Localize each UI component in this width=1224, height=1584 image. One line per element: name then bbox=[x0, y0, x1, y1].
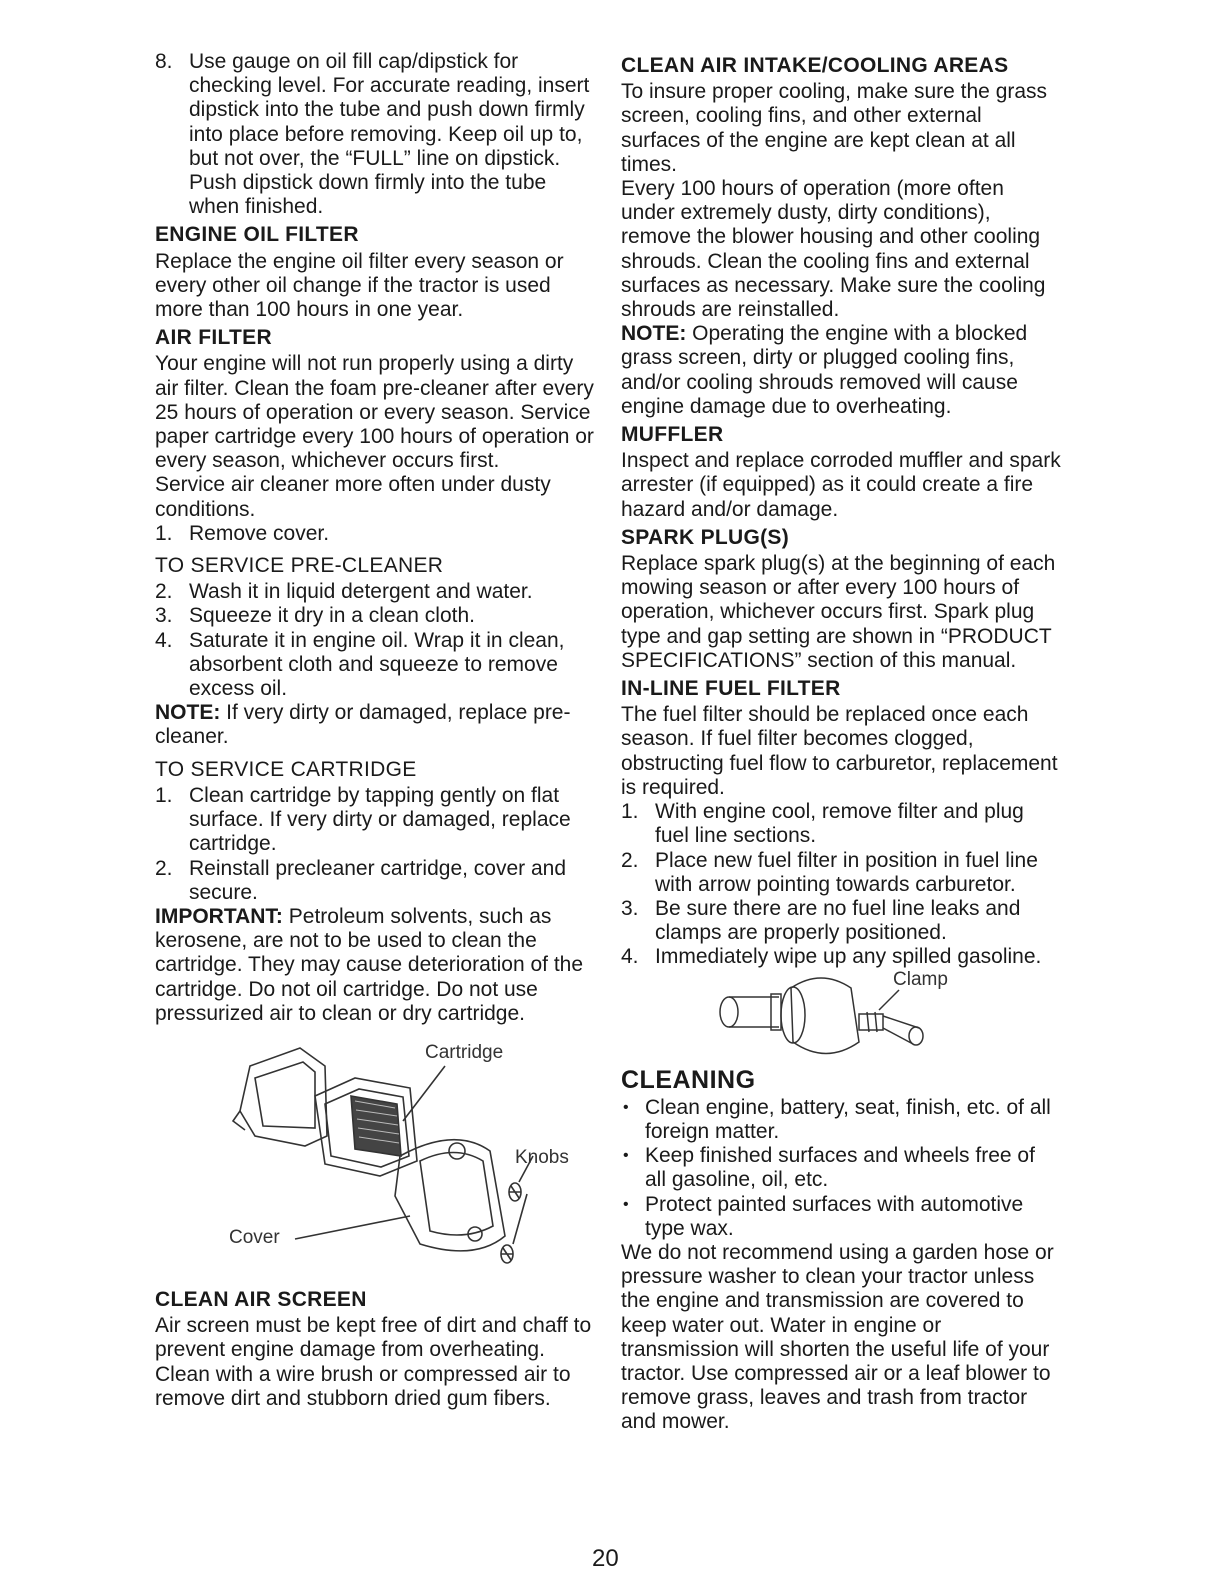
fuel-filter-step: 3. Be sure there are no fuel line leaks and clamps are properly positioned. bbox=[621, 896, 1021, 945]
pre-cleaner-step: 2. Wash it in liquid detergent and water. bbox=[155, 580, 533, 604]
oil-check-step-8: 8. Use gauge on oil fill cap/dipstick for checking level. For accurate reading, insert dipstick into the tube and push down firmly into place before removing. Keep oil up to, but not over, the “FULL” line on dipstick. Push dipstick down firmly into the tube when finished. bbox=[155, 50, 590, 219]
cleaning-heading: CLEANING bbox=[621, 1065, 756, 1094]
pre-cleaner-step: 3. Squeeze it dry in a clean cloth. bbox=[155, 604, 476, 628]
fuel-filter-heading: IN-LINE FUEL FILTER bbox=[621, 677, 841, 701]
cleaning-text: We do not recommend using a garden hose or pressure washer to clean your tractor unless the engine and transmission are covered to keep water out. Water in engine or transmission will shorten the useful life of your tractor. Use compressed air or a leaf blower to remove grass, leaves and trash from tractor and mower. bbox=[621, 1240, 1054, 1434]
cleaning-bullet: • Protect painted surfaces with automotive type wax. bbox=[623, 1192, 1024, 1240]
cartridge-step: 2. Reinstall precleaner cartridge, cover and secure. bbox=[155, 856, 567, 904]
knobs-callout: Knobs bbox=[515, 1146, 569, 1168]
fuel-filter-step: 4. Immediately wipe up any spilled gasoline. bbox=[621, 945, 1042, 969]
spark-plug-heading: SPARK PLUG(S) bbox=[621, 525, 790, 549]
pre-cleaner-step: 4. Saturate it in engine oil. Wrap it in clean, absorbent cloth and squeeze to remove excess oil. bbox=[155, 628, 565, 701]
air-filter-dusty-text: Service air cleaner more often under dusty conditions. bbox=[155, 473, 551, 521]
right-column bbox=[621, 50, 1061, 1435]
spark-plug-text: Replace spark plug(s) at the beginning of each mowing season or after every 100 hours of operation, whichever occurs first. Spark plug type and gap setting are shown in “PRODUCT SPECIFICATIONS” section of this manual. bbox=[621, 552, 1056, 672]
cover-callout: Cover bbox=[229, 1226, 280, 1248]
fuel-filter-diagram bbox=[621, 970, 1061, 1062]
fuel-filter-illustration bbox=[621, 970, 1061, 1062]
fuel-filter-step: 2. Place new fuel filter in position in fuel line with arrow pointing towards carburetor. bbox=[621, 848, 1038, 896]
intake-note: NOTE: Operating the engine with a blocked grass screen, dirty or plugged cooling fins, and/or cooling shrouds removed will cause engine damage due to overheating. bbox=[621, 322, 1028, 418]
intake-cooling-heading: CLEAN AIR INTAKE/COOLING AREAS bbox=[621, 54, 1009, 77]
cleaning-bullet: • Keep finished surfaces and wheels free of all gasoline, oil, etc. bbox=[623, 1144, 1035, 1192]
bullet-icon: • bbox=[623, 1147, 629, 1165]
engine-oil-filter-heading: ENGINE OIL FILTER bbox=[155, 223, 359, 247]
engine-oil-filter-text: Replace the engine oil filter every season or every other oil change if the tractor is used more than 100 hours in one year. bbox=[155, 249, 564, 322]
remove-cover-step: 1. Remove cover. bbox=[155, 521, 330, 545]
fuel-filter-step: 1. With engine cool, remove filter and plug fuel line sections. bbox=[621, 800, 1024, 848]
cartridge-step: 1. Clean cartridge by tapping gently on flat surface. If very dirty or damaged, replace cartridge. bbox=[155, 783, 571, 856]
cleaning-bullet: • Clean engine, battery, seat, finish, etc. of all foreign matter. bbox=[623, 1095, 1051, 1143]
air-filter-text: Your engine will not run properly using a dirty air filter. Clean the foam pre-cleaner after every 25 hours of operation or every season. Service paper cartridge every 100 hours of operation or every season, whichever occurs first. bbox=[155, 352, 594, 473]
muffler-heading: MUFFLER bbox=[621, 423, 724, 447]
intake-text: To insure proper cooling, make sure the grass screen, cooling fins, and other external surfaces of the engine are kept clean at all times. bbox=[621, 80, 1048, 176]
bullet-icon: • bbox=[623, 1195, 629, 1213]
pre-cleaner-subheading: TO SERVICE PRE-CLEANER bbox=[155, 554, 444, 578]
cartridge-subheading: TO SERVICE CARTRIDGE bbox=[155, 757, 417, 781]
air-filter-diagram bbox=[155, 1026, 595, 1284]
air-filter-heading: AIR FILTER bbox=[155, 326, 272, 350]
intake-shrouds-text: Every 100 hours of operation (more often under extremely dusty, dirty conditions), remove the blower housing and other cooling shrouds. Clean the cooling fins and external surfaces as necessary. Make sure the cooling shrouds are reinstalled. bbox=[621, 177, 1046, 322]
cartridge-callout: Cartridge bbox=[425, 1041, 504, 1063]
pre-cleaner-note: NOTE: If very dirty or damaged, replace pre-cleaner. bbox=[155, 701, 571, 749]
muffler-text: Inspect and replace corroded muffler and spark arrester (if equipped) as it could create a fire hazard and/or damage. bbox=[621, 449, 1061, 521]
fuel-filter-text: The fuel filter should be replaced once each season. If fuel filter becomes clogged, obstructing fuel flow to carburetor, replacement is required. bbox=[621, 703, 1058, 799]
clean-air-screen-text: Air screen must be kept free of dirt and chaff to prevent engine damage from overheating. Clean with a wire brush or compressed air to remove dirt and stubborn dried gum fibers. bbox=[155, 1314, 592, 1410]
important-notice: IMPORTANT: Petroleum solvents, such as kerosene, are not to be used to clean the cartridge. They may cause deterioration of the cartridge. Do not oil cartridge. Do not use pressurized air to clean or dry cartridge. bbox=[155, 904, 584, 1025]
page-number: 20 bbox=[592, 1545, 619, 1572]
left-column bbox=[155, 50, 595, 1411]
clamp-callout: Clamp bbox=[893, 968, 948, 990]
clean-air-screen-heading: CLEAN AIR SCREEN bbox=[155, 1287, 367, 1311]
bullet-icon: • bbox=[623, 1098, 629, 1116]
